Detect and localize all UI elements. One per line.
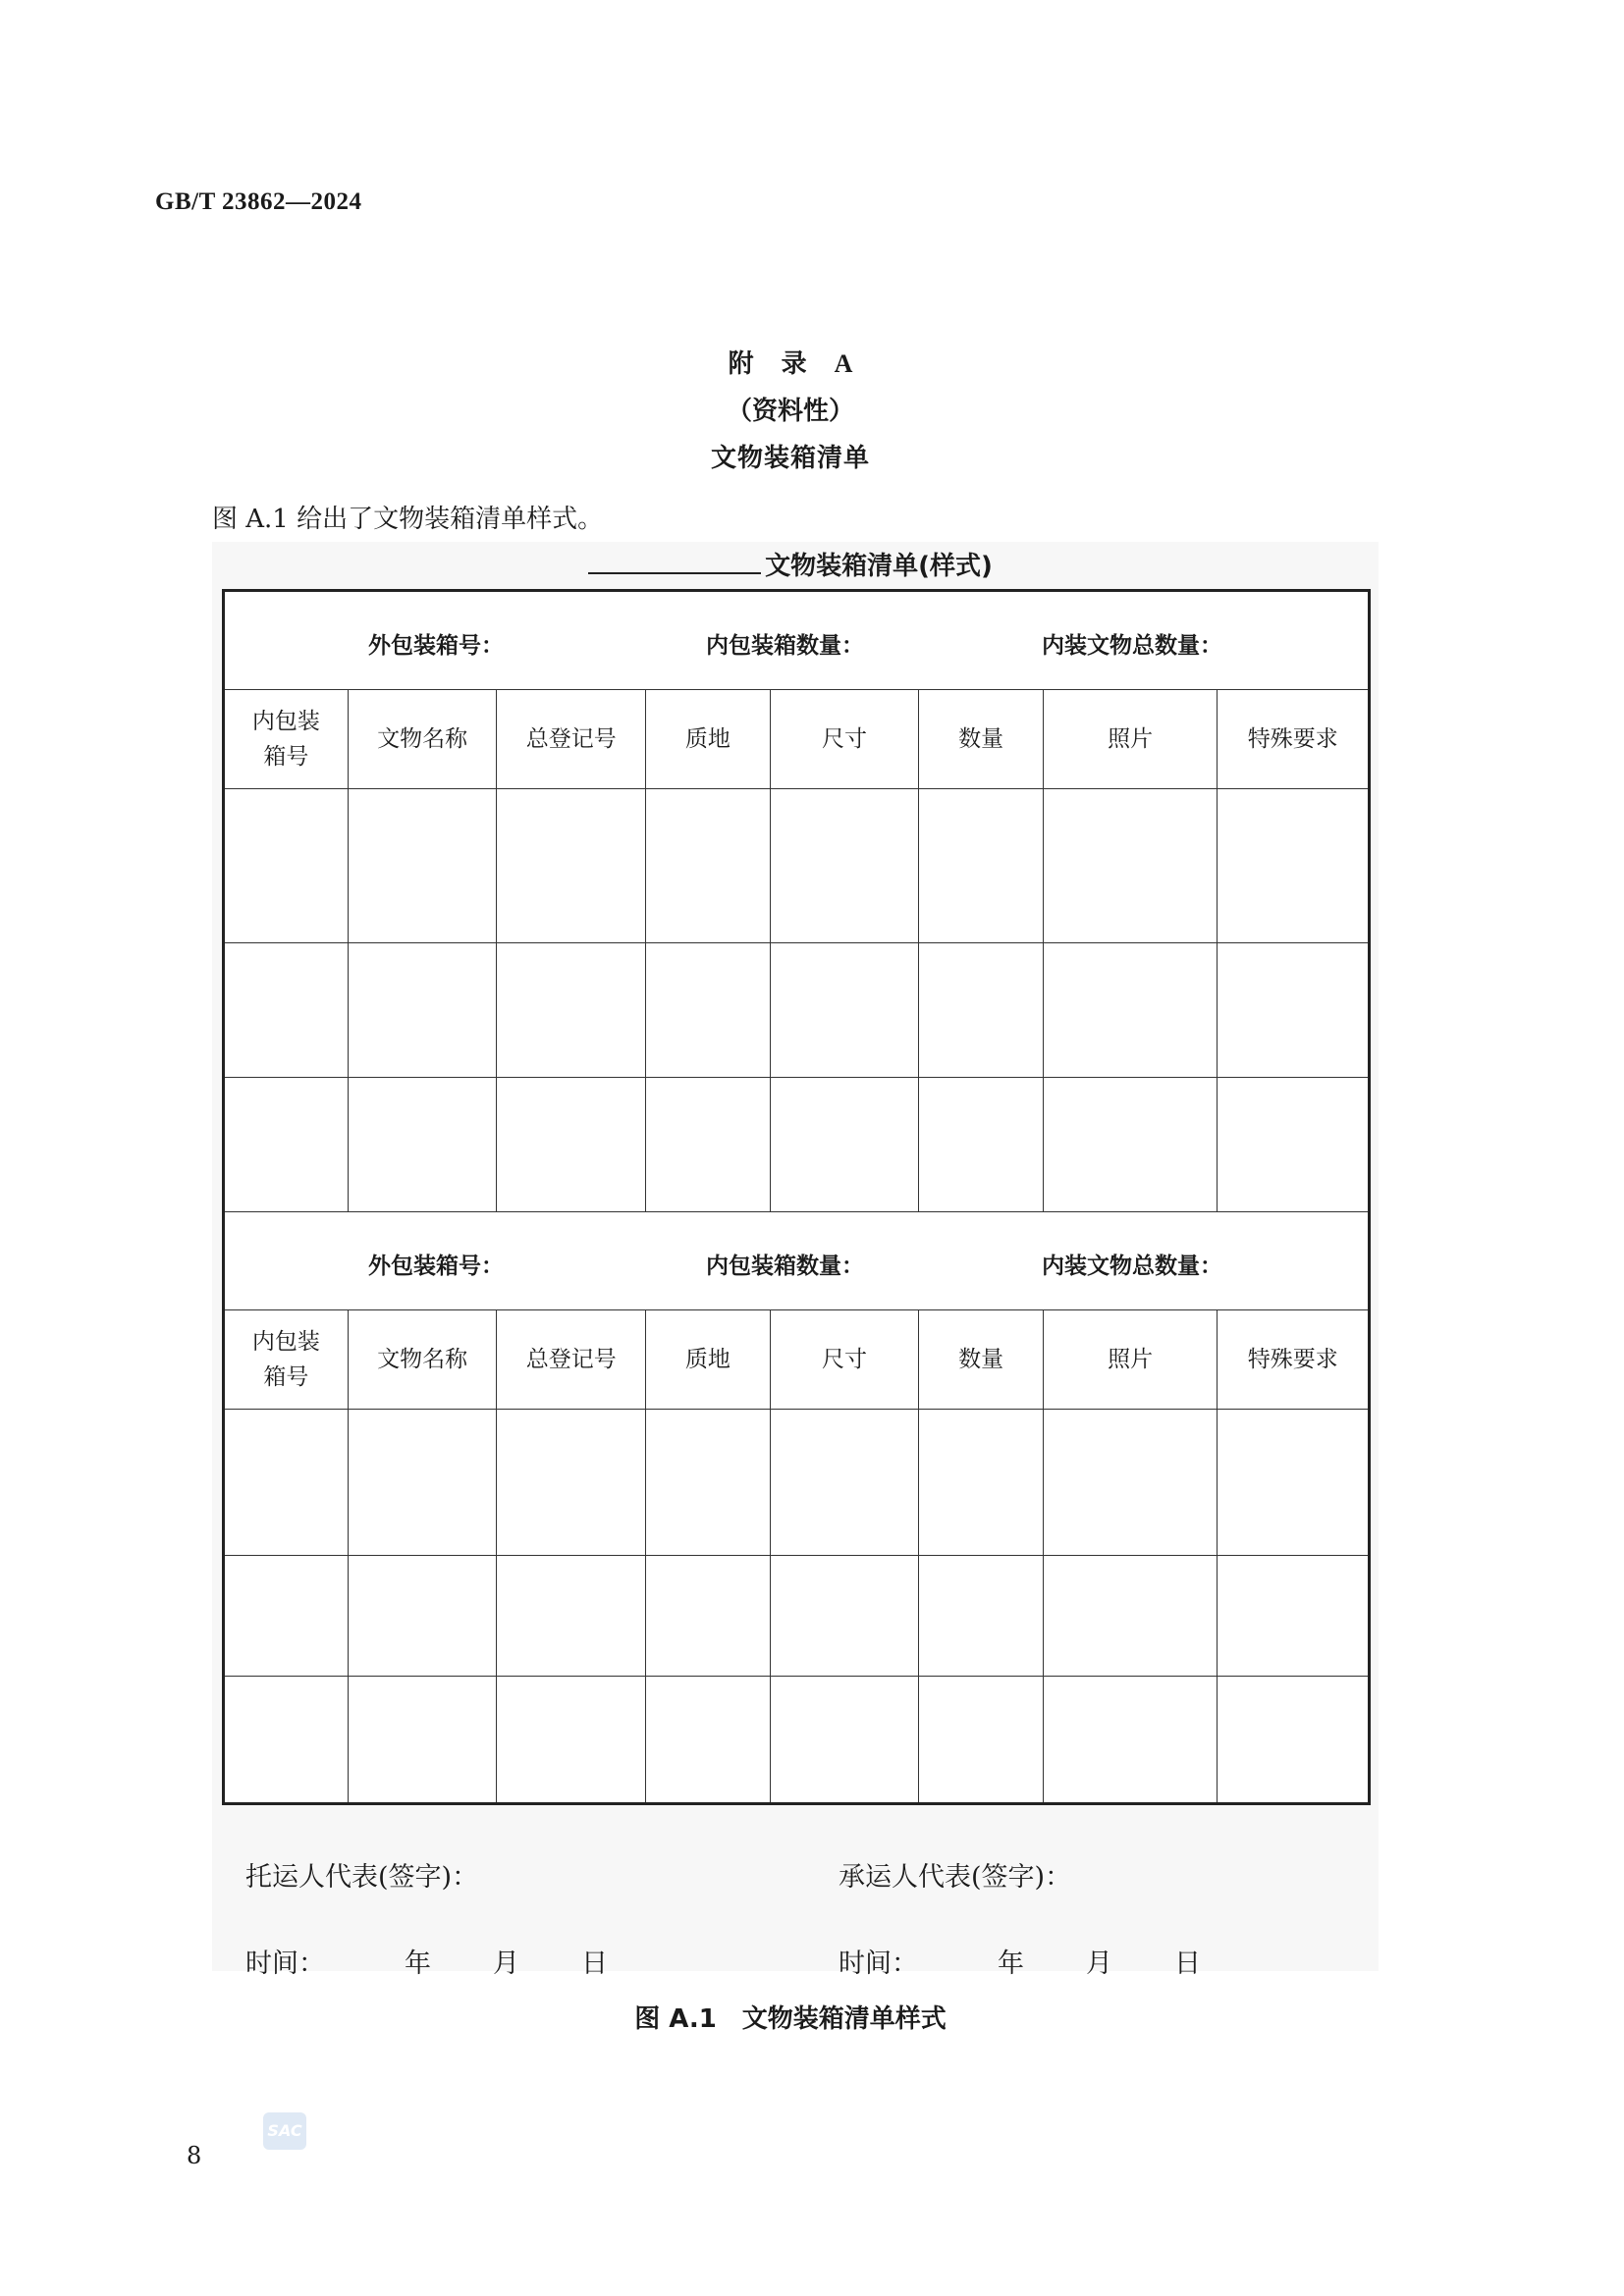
table-cell[interactable] [770,1410,919,1556]
group-2 [224,1212,1370,1804]
table-row [224,789,1370,943]
table-cell[interactable] [1218,1078,1370,1212]
col-inner-box-no: 内包装箱号 [224,690,349,789]
packing-list-table [222,589,1371,1805]
table-cell[interactable] [1218,943,1370,1078]
outer-box-no-label: 外包装箱号： [368,1254,504,1279]
shipper-day-label: 日 [581,1949,608,1979]
table-cell[interactable] [348,1677,497,1804]
table-cell[interactable] [919,789,1044,943]
form-title-text: 文物装箱清单(样式) [765,552,993,581]
table-cell[interactable] [1043,1410,1217,1556]
col-relic-name: 文物名称 [348,690,497,789]
table-cell[interactable] [770,1556,919,1677]
table-cell[interactable] [1218,789,1370,943]
col-special-requirements: 特殊要求 [1218,1310,1370,1410]
table-cell[interactable] [646,1410,771,1556]
outer-box-no-label: 外包装箱号： [368,633,504,659]
table-cell[interactable] [646,1078,771,1212]
table-cell[interactable] [770,1677,919,1804]
table-cell[interactable] [497,1556,646,1677]
table-cell[interactable] [224,1556,349,1677]
appendix-title-letter: A [834,349,853,378]
table-cell[interactable] [497,1677,646,1804]
table-cell[interactable] [497,1410,646,1556]
table-cell[interactable] [1043,943,1217,1078]
table-row [224,1556,1370,1677]
table-cell[interactable] [348,1410,497,1556]
col-photo: 照片 [1043,1310,1217,1410]
table-cell[interactable] [224,1078,349,1212]
appendix-title [0,344,1581,380]
table-cell[interactable] [348,1078,497,1212]
figure-caption: 图 A.1 文物装箱清单样式 [634,2004,947,2034]
table-cell[interactable] [919,943,1044,1078]
table-cell[interactable] [919,1410,1044,1556]
col-registration-no: 总登记号 [497,1310,646,1410]
inner-box-qty-label: 内包装箱数量： [706,633,864,659]
col-size: 尺寸 [770,690,919,789]
total-relic-qty-label: 内装文物总数量： [1042,1254,1222,1279]
sac-logo-icon: SAC [263,2112,306,2150]
carrier-time-label: 时间： [839,1949,918,1979]
table-cell[interactable] [646,789,771,943]
table-cell[interactable] [1218,1556,1370,1677]
group-header-1 [224,591,1370,690]
shipper-signature-label: 托运人代表(签字)： [245,1862,479,1893]
table-cell[interactable] [497,943,646,1078]
table-cell[interactable] [1043,789,1217,943]
table-cell[interactable] [348,789,497,943]
group-header-2 [224,1212,1370,1310]
table-cell[interactable] [646,943,771,1078]
table-cell[interactable] [646,1677,771,1804]
intro-text: 图 A.1 给出了文物装箱清单样式。 [212,505,604,534]
col-material: 质地 [646,1310,771,1410]
table-cell[interactable] [1043,1078,1217,1212]
appendix-title-word1: 附 [728,349,754,379]
carrier-month-label: 月 [1086,1949,1112,1979]
shipper-time-label: 时间： [245,1949,325,1979]
inner-box-qty-label: 内包装箱数量： [706,1254,864,1279]
shipper-month-label: 月 [493,1949,519,1979]
page-number: 8 [187,2142,202,2169]
table-cell[interactable] [1218,1410,1370,1556]
table-row [224,1078,1370,1212]
col-material: 质地 [646,690,771,789]
table-cell[interactable] [348,943,497,1078]
column-header-row [224,690,1370,789]
table-cell[interactable] [497,1078,646,1212]
total-relic-qty-label: 内装文物总数量： [1042,633,1222,659]
table-cell[interactable] [919,1078,1044,1212]
table-row [224,1677,1370,1804]
appendix-name: 文物装箱清单 [710,444,870,473]
col-photo: 照片 [1043,690,1217,789]
col-special-requirements: 特殊要求 [1218,690,1370,789]
form-title [0,546,1581,582]
table-cell[interactable] [1218,1677,1370,1804]
table-cell[interactable] [1043,1556,1217,1677]
col-size: 尺寸 [770,1310,919,1410]
table-cell[interactable] [224,789,349,943]
table-row [224,1410,1370,1556]
shipper-year-label: 年 [405,1949,431,1979]
appendix-title-word2: 录 [781,349,807,379]
column-header-row [224,1310,1370,1410]
table-cell[interactable] [348,1556,497,1677]
table-cell[interactable] [770,943,919,1078]
appendix-nature: （资料性） [726,397,854,426]
table-cell[interactable] [1043,1677,1217,1804]
table-cell[interactable] [646,1556,771,1677]
col-registration-no: 总登记号 [497,690,646,789]
carrier-year-label: 年 [998,1949,1024,1979]
group-1 [224,591,1370,1212]
carrier-signature-label: 承运人代表(签字)： [839,1862,1072,1893]
table-row [224,943,1370,1078]
table-cell[interactable] [770,1078,919,1212]
table-cell[interactable] [919,1556,1044,1677]
table-cell[interactable] [224,1677,349,1804]
table-cell[interactable] [224,1410,349,1556]
form-title-blank [588,551,761,574]
col-quantity: 数量 [919,1310,1044,1410]
carrier-day-label: 日 [1174,1949,1201,1979]
col-quantity: 数量 [919,690,1044,789]
table-cell[interactable] [224,943,349,1078]
standard-code: GB/T 23862—2024 [155,188,362,215]
table-cell[interactable] [770,789,919,943]
col-inner-box-no: 内包装箱号 [224,1310,349,1410]
col-relic-name: 文物名称 [348,1310,497,1410]
table-cell[interactable] [497,789,646,943]
table-cell[interactable] [919,1677,1044,1804]
